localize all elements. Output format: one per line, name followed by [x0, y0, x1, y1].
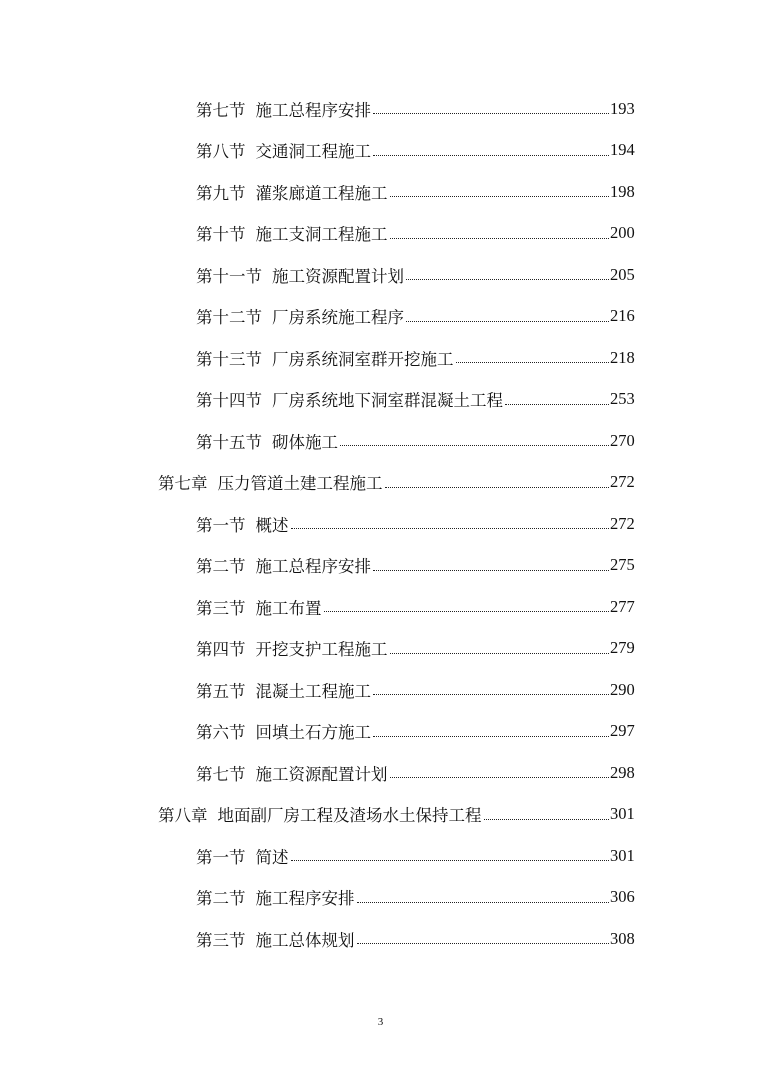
- dot-leader: [324, 611, 610, 612]
- table-of-contents: [0, 88, 761, 960]
- toc-entry-page: 298: [610, 762, 635, 782]
- toc-entry-page: 297: [610, 721, 635, 741]
- dot-leader: [390, 238, 610, 239]
- dot-leader: [357, 902, 610, 903]
- toc-entry-label: 第二节: [196, 557, 246, 577]
- dot-leader: [406, 279, 609, 280]
- toc-entry-title: 施工资源配置计划: [255, 764, 388, 784]
- toc-entry-title: 回填土石方施工: [255, 723, 371, 743]
- toc-section-row[interactable]: [0, 711, 761, 753]
- toc-entry-page: 193: [610, 98, 635, 118]
- toc-entry-title: 灌浆廊道工程施工: [255, 183, 388, 203]
- dot-leader: [373, 694, 609, 695]
- dot-leader: [505, 404, 609, 405]
- toc-entry-page: 306: [610, 887, 635, 907]
- toc-section-row[interactable]: [0, 586, 761, 628]
- dot-leader: [390, 653, 610, 654]
- toc-entry-page: 200: [610, 223, 635, 243]
- toc-entry-page: 272: [610, 472, 635, 492]
- dot-leader: [373, 570, 609, 571]
- toc-section-row[interactable]: [0, 669, 761, 711]
- toc-section-row[interactable]: [0, 918, 761, 960]
- toc-chapter-row[interactable]: [0, 794, 761, 836]
- toc-entry-label: 第六节: [196, 723, 246, 743]
- dot-leader: [357, 943, 610, 944]
- dot-leader: [291, 860, 610, 861]
- toc-entry-title: 施工程序安排: [255, 889, 355, 909]
- dot-leader: [291, 528, 610, 529]
- toc-entry-page: 290: [610, 679, 635, 699]
- toc-entry-label: 第十二节: [196, 308, 262, 328]
- toc-entry-label: 第二节: [196, 889, 246, 909]
- toc-entry-page: 216: [610, 306, 635, 326]
- toc-entry-title: 施工支洞工程施工: [255, 225, 388, 245]
- toc-entry-page: 253: [610, 389, 635, 409]
- toc-entry-page: 308: [610, 928, 635, 948]
- toc-entry-page: 279: [610, 638, 635, 658]
- toc-entry-label: 第五节: [196, 681, 246, 701]
- toc-entry-title: 施工资源配置计划: [272, 266, 404, 286]
- dot-leader: [340, 445, 609, 446]
- toc-entry-label: 第十五节: [196, 432, 262, 452]
- toc-entry-page: 301: [610, 804, 635, 824]
- toc-section-row[interactable]: [0, 835, 761, 877]
- toc-entry-label: 第八节: [196, 142, 246, 162]
- toc-entry-label: 第十节: [196, 225, 246, 245]
- toc-section-row[interactable]: [0, 130, 761, 172]
- dot-leader: [390, 777, 610, 778]
- toc-entry-label: 第四节: [196, 640, 246, 660]
- toc-entry-title: 厂房系统施工程序: [272, 308, 404, 328]
- toc-chapter-row[interactable]: [0, 462, 761, 504]
- dot-leader: [390, 196, 610, 197]
- toc-section-row[interactable]: [0, 171, 761, 213]
- toc-entry-label: 第三节: [196, 598, 246, 618]
- toc-entry-label: 第九节: [196, 183, 246, 203]
- toc-entry-title: 开挖支护工程施工: [255, 640, 388, 660]
- toc-section-row[interactable]: [0, 420, 761, 462]
- page-number: 3: [377, 1016, 384, 1028]
- toc-entry-title: 施工总体规划: [255, 930, 355, 950]
- toc-section-row[interactable]: [0, 628, 761, 670]
- toc-section-row[interactable]: [0, 503, 761, 545]
- toc-section-row[interactable]: [0, 337, 761, 379]
- toc-section-row[interactable]: [0, 545, 761, 587]
- toc-entry-page: 270: [610, 430, 635, 450]
- toc-entry-page: 275: [610, 555, 635, 575]
- toc-section-row[interactable]: [0, 877, 761, 919]
- toc-entry-label: 第七章: [158, 474, 208, 494]
- toc-entry-title: 交通洞工程施工: [255, 142, 371, 162]
- toc-section-row[interactable]: [0, 379, 761, 421]
- toc-entry-title: 简述: [255, 847, 289, 867]
- toc-entry-title: 混凝土工程施工: [255, 681, 371, 701]
- toc-entry-page: 277: [610, 596, 635, 616]
- dot-leader: [456, 362, 610, 363]
- toc-entry-title: 概述: [255, 515, 289, 535]
- toc-section-row[interactable]: [0, 752, 761, 794]
- toc-section-row[interactable]: [0, 254, 761, 296]
- dot-leader: [406, 321, 609, 322]
- toc-entry-title: 砌体施工: [272, 432, 338, 452]
- toc-entry-label: 第三节: [196, 930, 246, 950]
- toc-entry-label: 第十一节: [196, 266, 262, 286]
- toc-entry-title: 地面副厂房工程及渣场水土保持工程: [217, 806, 482, 826]
- dot-leader: [385, 487, 610, 488]
- toc-section-row[interactable]: [0, 296, 761, 338]
- toc-entry-page: 198: [610, 181, 635, 201]
- dot-leader: [484, 819, 610, 820]
- toc-entry-page: 272: [610, 513, 635, 533]
- toc-entry-page: 301: [610, 845, 635, 865]
- toc-entry-title: 施工布置: [255, 598, 322, 618]
- toc-entry-page: 218: [610, 347, 635, 367]
- toc-entry-title: 施工总程序安排: [255, 557, 371, 577]
- toc-entry-title: 施工总程序安排: [255, 100, 371, 120]
- dot-leader: [373, 155, 609, 156]
- dot-leader: [373, 113, 609, 114]
- toc-entry-label: 第一节: [196, 847, 246, 867]
- toc-entry-page: 194: [610, 140, 635, 160]
- dot-leader: [373, 736, 609, 737]
- toc-entry-title: 厂房系统洞室群开挖施工: [272, 349, 454, 369]
- toc-entry-label: 第一节: [196, 515, 246, 535]
- toc-entry-label: 第八章: [158, 806, 208, 826]
- toc-section-row[interactable]: [0, 88, 761, 130]
- toc-entry-label: 第十四节: [196, 391, 262, 411]
- toc-entry-title: 厂房系统地下洞室群混凝土工程: [272, 391, 503, 411]
- toc-section-row[interactable]: [0, 213, 761, 255]
- toc-entry-label: 第十三节: [196, 349, 262, 369]
- toc-entry-page: 205: [610, 264, 635, 284]
- toc-entry-title: 压力管道土建工程施工: [217, 474, 383, 494]
- toc-entry-label: 第七节: [196, 100, 246, 120]
- toc-entry-label: 第七节: [196, 764, 246, 784]
